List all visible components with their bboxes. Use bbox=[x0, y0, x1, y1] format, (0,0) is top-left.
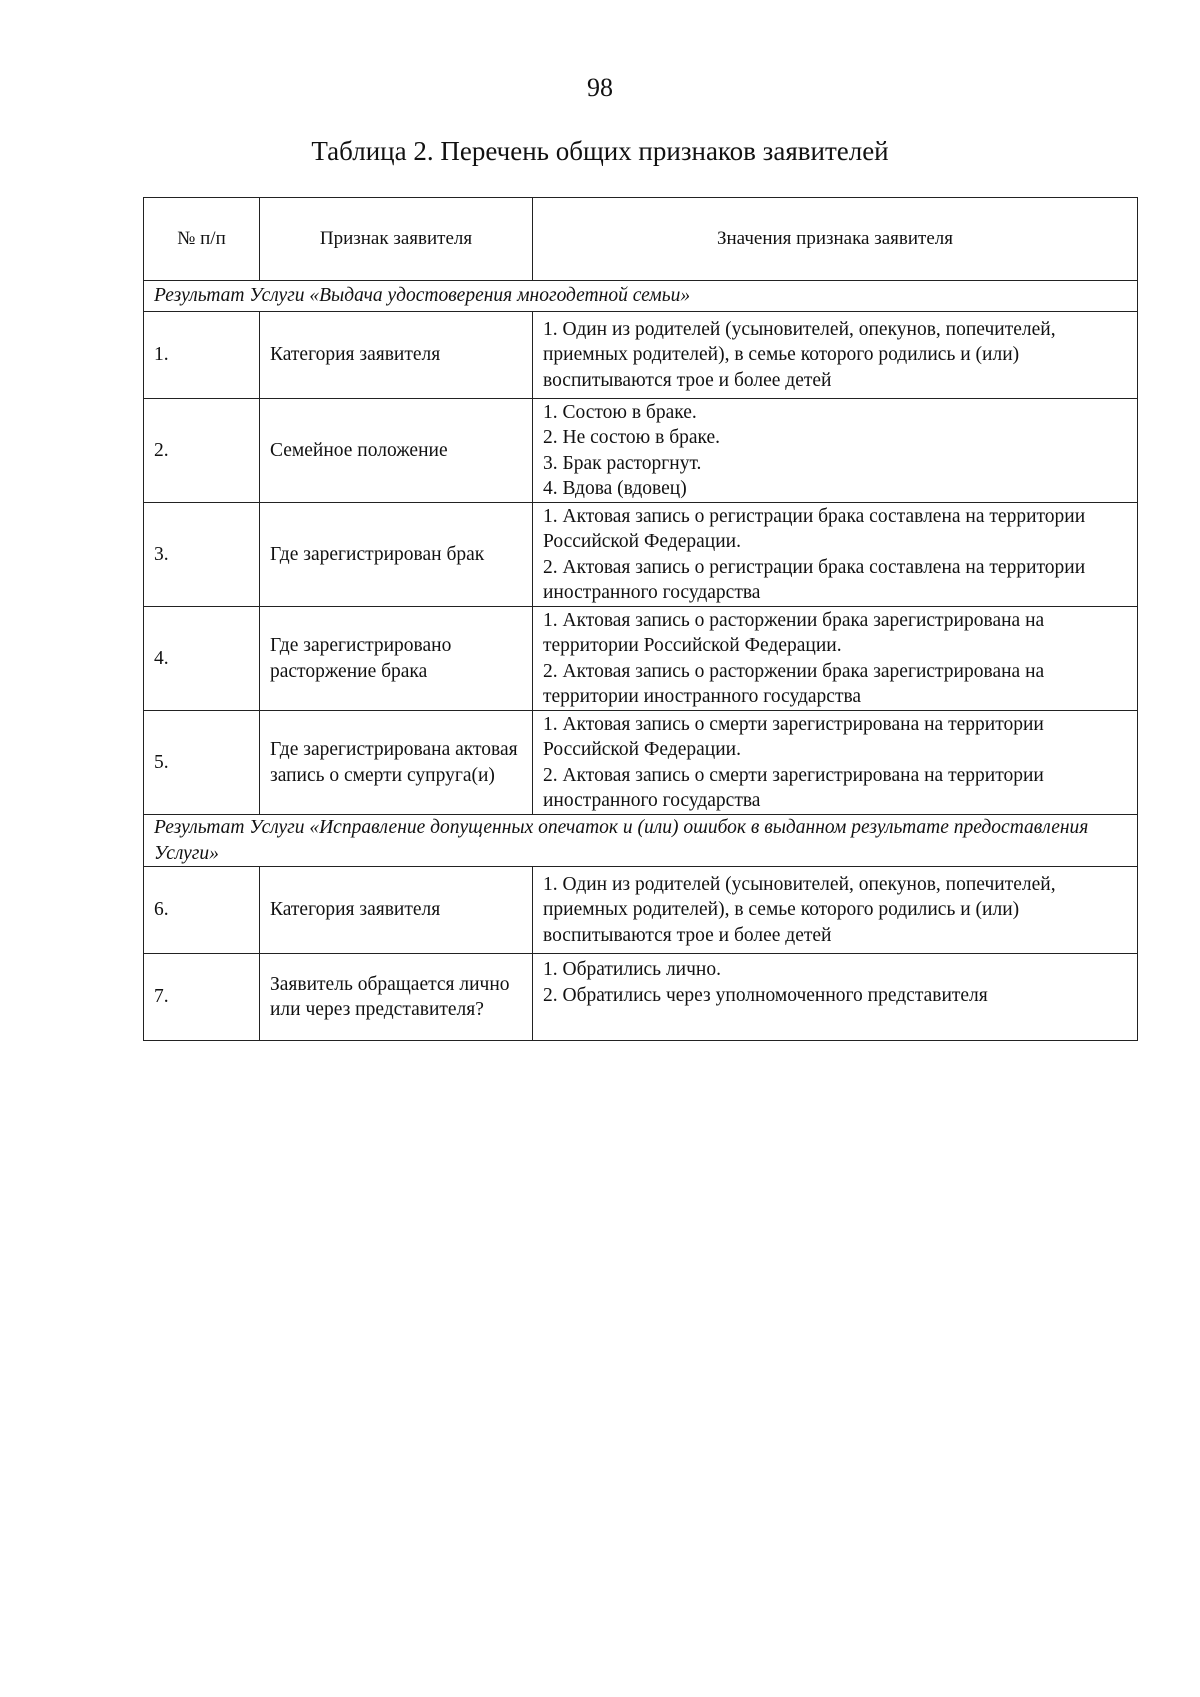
row-num: 4. bbox=[144, 607, 260, 711]
section-title: Результат Услуги «Исправление допущенных опечаток и (или) ошибок в выданном результате предоставления Услуги» bbox=[144, 815, 1138, 867]
table-header-row bbox=[144, 198, 1138, 281]
row-num: 5. bbox=[144, 711, 260, 815]
row-attribute: Категория заявителя bbox=[260, 867, 533, 954]
page-number: 98 bbox=[587, 73, 613, 102]
row-values bbox=[533, 711, 1138, 815]
row-attribute: Заявитель обращается лично или через представителя? bbox=[260, 954, 533, 1041]
row-attribute: Категория заявителя bbox=[260, 312, 533, 399]
value-line: 3. Брак расторгнут. bbox=[543, 452, 702, 474]
row-num: 6. bbox=[144, 867, 260, 954]
value-line: 1. Обратились лично. bbox=[543, 959, 721, 980]
section-row bbox=[144, 281, 1138, 312]
row-values bbox=[533, 867, 1138, 954]
row-num: 7. bbox=[144, 954, 260, 1041]
header-num: № п/п bbox=[144, 198, 260, 281]
row-num: 2. bbox=[144, 399, 260, 503]
row-attribute: Семейное положение bbox=[260, 399, 533, 503]
row-values bbox=[533, 607, 1138, 711]
table-row bbox=[144, 312, 1138, 399]
section-row bbox=[144, 815, 1138, 867]
table-row bbox=[144, 399, 1138, 503]
value-line: 2. Актовая запись о смерти зарегистрирована на территории иностранного государства bbox=[543, 764, 1044, 811]
table-row bbox=[144, 867, 1138, 954]
row-attribute: Где зарегистрирован брак bbox=[260, 503, 533, 607]
section-title: Результат Услуги «Выдача удостоверения многодетной семьи» bbox=[144, 281, 1138, 312]
row-attribute: Где зарегистрировано расторжение брака bbox=[260, 607, 533, 711]
value-line: 1. Один из родителей (усыновителей, опекунов, попечителей, приемных родителей), в семье которого родились и (или) воспитываются трое и более детей bbox=[543, 318, 1056, 391]
value-line: 2. Не состою в браке. bbox=[543, 427, 721, 448]
header-values: Значения признака заявителя bbox=[533, 198, 1138, 281]
value-line: 4. Вдова (вдовец) bbox=[543, 478, 687, 499]
value-line: 1. Актовая запись о регистрации брака составлена на территории Российской Федерации. bbox=[543, 505, 1086, 552]
value-line: 1. Актовая запись о смерти зарегистрирована на территории Российской Федерации. bbox=[543, 713, 1044, 760]
value-line: 1. Состою в браке. bbox=[543, 401, 697, 423]
value-line: 1. Один из родителей (усыновителей, опекунов, попечителей, приемных родителей), в семье которого родились и (или) воспитываются трое и более детей bbox=[543, 873, 1056, 946]
row-attribute: Где зарегистрирована актовая запись о смерти супруга(и) bbox=[260, 711, 533, 815]
row-values bbox=[533, 503, 1138, 607]
table-row bbox=[144, 954, 1138, 1041]
value-line: 2. Актовая запись о регистрации брака составлена на территории иностранного государства bbox=[543, 556, 1086, 603]
header-attribute: Признак заявителя bbox=[260, 198, 533, 281]
table-row bbox=[144, 503, 1138, 607]
table-row bbox=[144, 711, 1138, 815]
table-row bbox=[144, 607, 1138, 711]
row-values bbox=[533, 954, 1138, 1041]
value-line: 2. Актовая запись о расторжении брака зарегистрирована на территории иностранного государства bbox=[543, 660, 1045, 707]
value-line: 2. Обратились через уполномоченного представителя bbox=[543, 984, 988, 1006]
row-values bbox=[533, 399, 1138, 503]
table-title: Таблица 2. Перечень общих признаков заявителей bbox=[311, 136, 889, 166]
row-values bbox=[533, 312, 1138, 399]
applicant-features-table bbox=[143, 197, 1138, 1041]
value-line: 1. Актовая запись о расторжении брака зарегистрирована на территории Российской Федерации. bbox=[543, 609, 1045, 656]
row-num: 1. bbox=[144, 312, 260, 399]
row-num: 3. bbox=[144, 503, 260, 607]
